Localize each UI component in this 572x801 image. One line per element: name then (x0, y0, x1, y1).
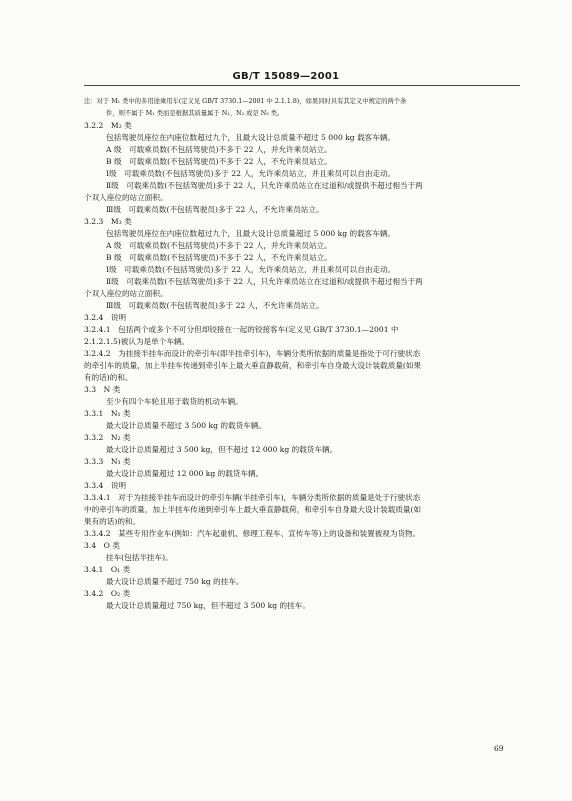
text-line: 3.3.4.1 对于为挂接半挂车而设计的牵引车辆(半挂牵引车)，车辆分类所依据的质量是处于行驶状态 (84, 493, 421, 502)
text-line: Ⅲ级 可载乘员数(不包括驾驶员)多于 22 人，不允许乘员站立。 (106, 301, 324, 310)
text-line: 最大设计总质量超过 12 000 kg 的载货车辆。 (106, 469, 264, 478)
text-line: Ⅲ级 可载乘员数(不包括驾驶员)多于 22 人，不允许乘员站立。 (106, 205, 324, 214)
text-line: 挂车(包括半挂车)。 (106, 553, 173, 562)
page-number: 69 (494, 744, 504, 753)
note-line: 注：对于 M₁ 类中的多用途乘用车(定义见 GB/T 3730.1—2001 中 2.1.1.8)，如果同时具有其定义中规定的两个条 (84, 98, 407, 105)
section-heading: 3.4 O 类 (84, 541, 120, 550)
text-line: 3.2.4.2 为挂接半挂车而设计的牵引车(即半挂牵引车)，车辆分类所依据的质量是指处于可行驶状态 (84, 349, 421, 358)
note-line: 件，则不属于 M₁ 类而是根据其质量属于 N₁、N₂ 或是 N₃ 类。 (106, 110, 284, 117)
text-line: 个双人座位的站立面积。 (84, 193, 168, 202)
standard-header: GB/T 15089—2001 (232, 71, 340, 82)
section-heading: 3.3.1 N₁ 类 (84, 409, 131, 418)
section-heading: 3.4.2 O₂ 类 (84, 589, 131, 598)
section-heading: 3.3.2 N₂ 类 (84, 433, 131, 442)
text-line: A 级 可载乘员数(不包括驾驶员)不多于 22 人，并允许乘员站立。 (106, 145, 332, 154)
section-heading: 3.3.3 N₃ 类 (84, 457, 131, 466)
header-rule (84, 85, 520, 86)
text-line: Ⅰ级 可载乘员数(不包括驾驶员)多于 22 人，允许乘员站立，并且乘员可以自由走动。 (106, 169, 396, 178)
section-heading: 3.3 N 类 (84, 385, 121, 394)
text-line: 2.1.2.1.5)被认为是单个车辆。 (84, 337, 190, 346)
text-line: 包括驾驶员座位在内座位数超过九个，且最大设计总质量超过 5 000 kg 的载客车辆。 (106, 229, 396, 238)
section-heading: 3.2.2 M₂ 类 (84, 121, 132, 130)
text-line: 最大设计总质量不超过 750 kg 的挂车。 (106, 577, 244, 586)
text-line: B 级 可载乘员数(不包括驾驶员)不多于 22 人，不允许乘员站立。 (106, 253, 332, 262)
text-line: Ⅰ级 可载乘员数(不包括驾驶员)多于 22 人，允许乘员站立，并且乘员可以自由走动。 (106, 265, 396, 274)
text-line: 最大设计总质量超过 3 500 kg，但不超过 12 000 kg 的载货车辆。 (106, 445, 338, 454)
text-line: 个双人座位的站立面积。 (84, 289, 168, 298)
text-line: 中的牵引车的质量，加上半挂车传递到牵引车上最大垂直静载荷，和牵引车自身最大设计装载质量(如 (84, 505, 422, 514)
text-line: Ⅱ级 可载乘员数(不包括驾驶员)多于 22 人，只允许乘员站立在过道和/或提供不超过相当于两 (106, 277, 423, 286)
text-line: 最大设计总质量超过 750 kg，但不超过 3 500 kg 的挂车。 (106, 601, 310, 610)
section-heading: 3.2.3 M₃ 类 (84, 217, 132, 226)
section-heading: 3.4.1 O₁ 类 (84, 565, 131, 574)
text-line: 的牵引车的质量，加上半挂车传递到牵引车上最大垂直静载荷，和牵引车自身最大设计装载质量(如果 (84, 361, 422, 370)
text-line: 最大设计总质量不超过 3 500 kg 的载货车辆。 (106, 421, 266, 430)
text-line: B 级 可载乘员数(不包括驾驶员)不多于 22 人，不允许乘员站立。 (106, 157, 332, 166)
text-line: 3.2.4.1 包括两个或多个不可分但却铰接在一起的铰接客车(定义见 GB/T 3730.1—2001 中 (84, 325, 399, 334)
text-line: 至少有四个车轮且用于载货的机动车辆。 (106, 397, 243, 406)
text-line: Ⅱ级 可载乘员数(不包括驾驶员)多于 22 人，只允许乘员站立在过道和/或提供不超过相当于两 (106, 181, 423, 190)
section-heading: 3.3.4 说明 (84, 481, 127, 490)
text-line: 包括驾驶员座位在内座位数超过九个，且最大设计总质量不超过 5 000 kg 载客车辆。 (106, 133, 396, 142)
text-line: 果有的话)的和。 (84, 517, 141, 526)
text-line: 有的话)的和。 (84, 373, 133, 382)
section-heading: 3.2.4 说明 (84, 313, 127, 322)
text-line: 3.3.4.2 某些专用作业车(例如：汽车起重机、修理工程车、宣传车等)上的设备和装置被视为货物。 (84, 529, 421, 538)
text-line: A 级 可载乘员数(不包括驾驶员)不多于 22 人，并允许乘员站立。 (106, 241, 332, 250)
document-body (84, 96, 520, 612)
